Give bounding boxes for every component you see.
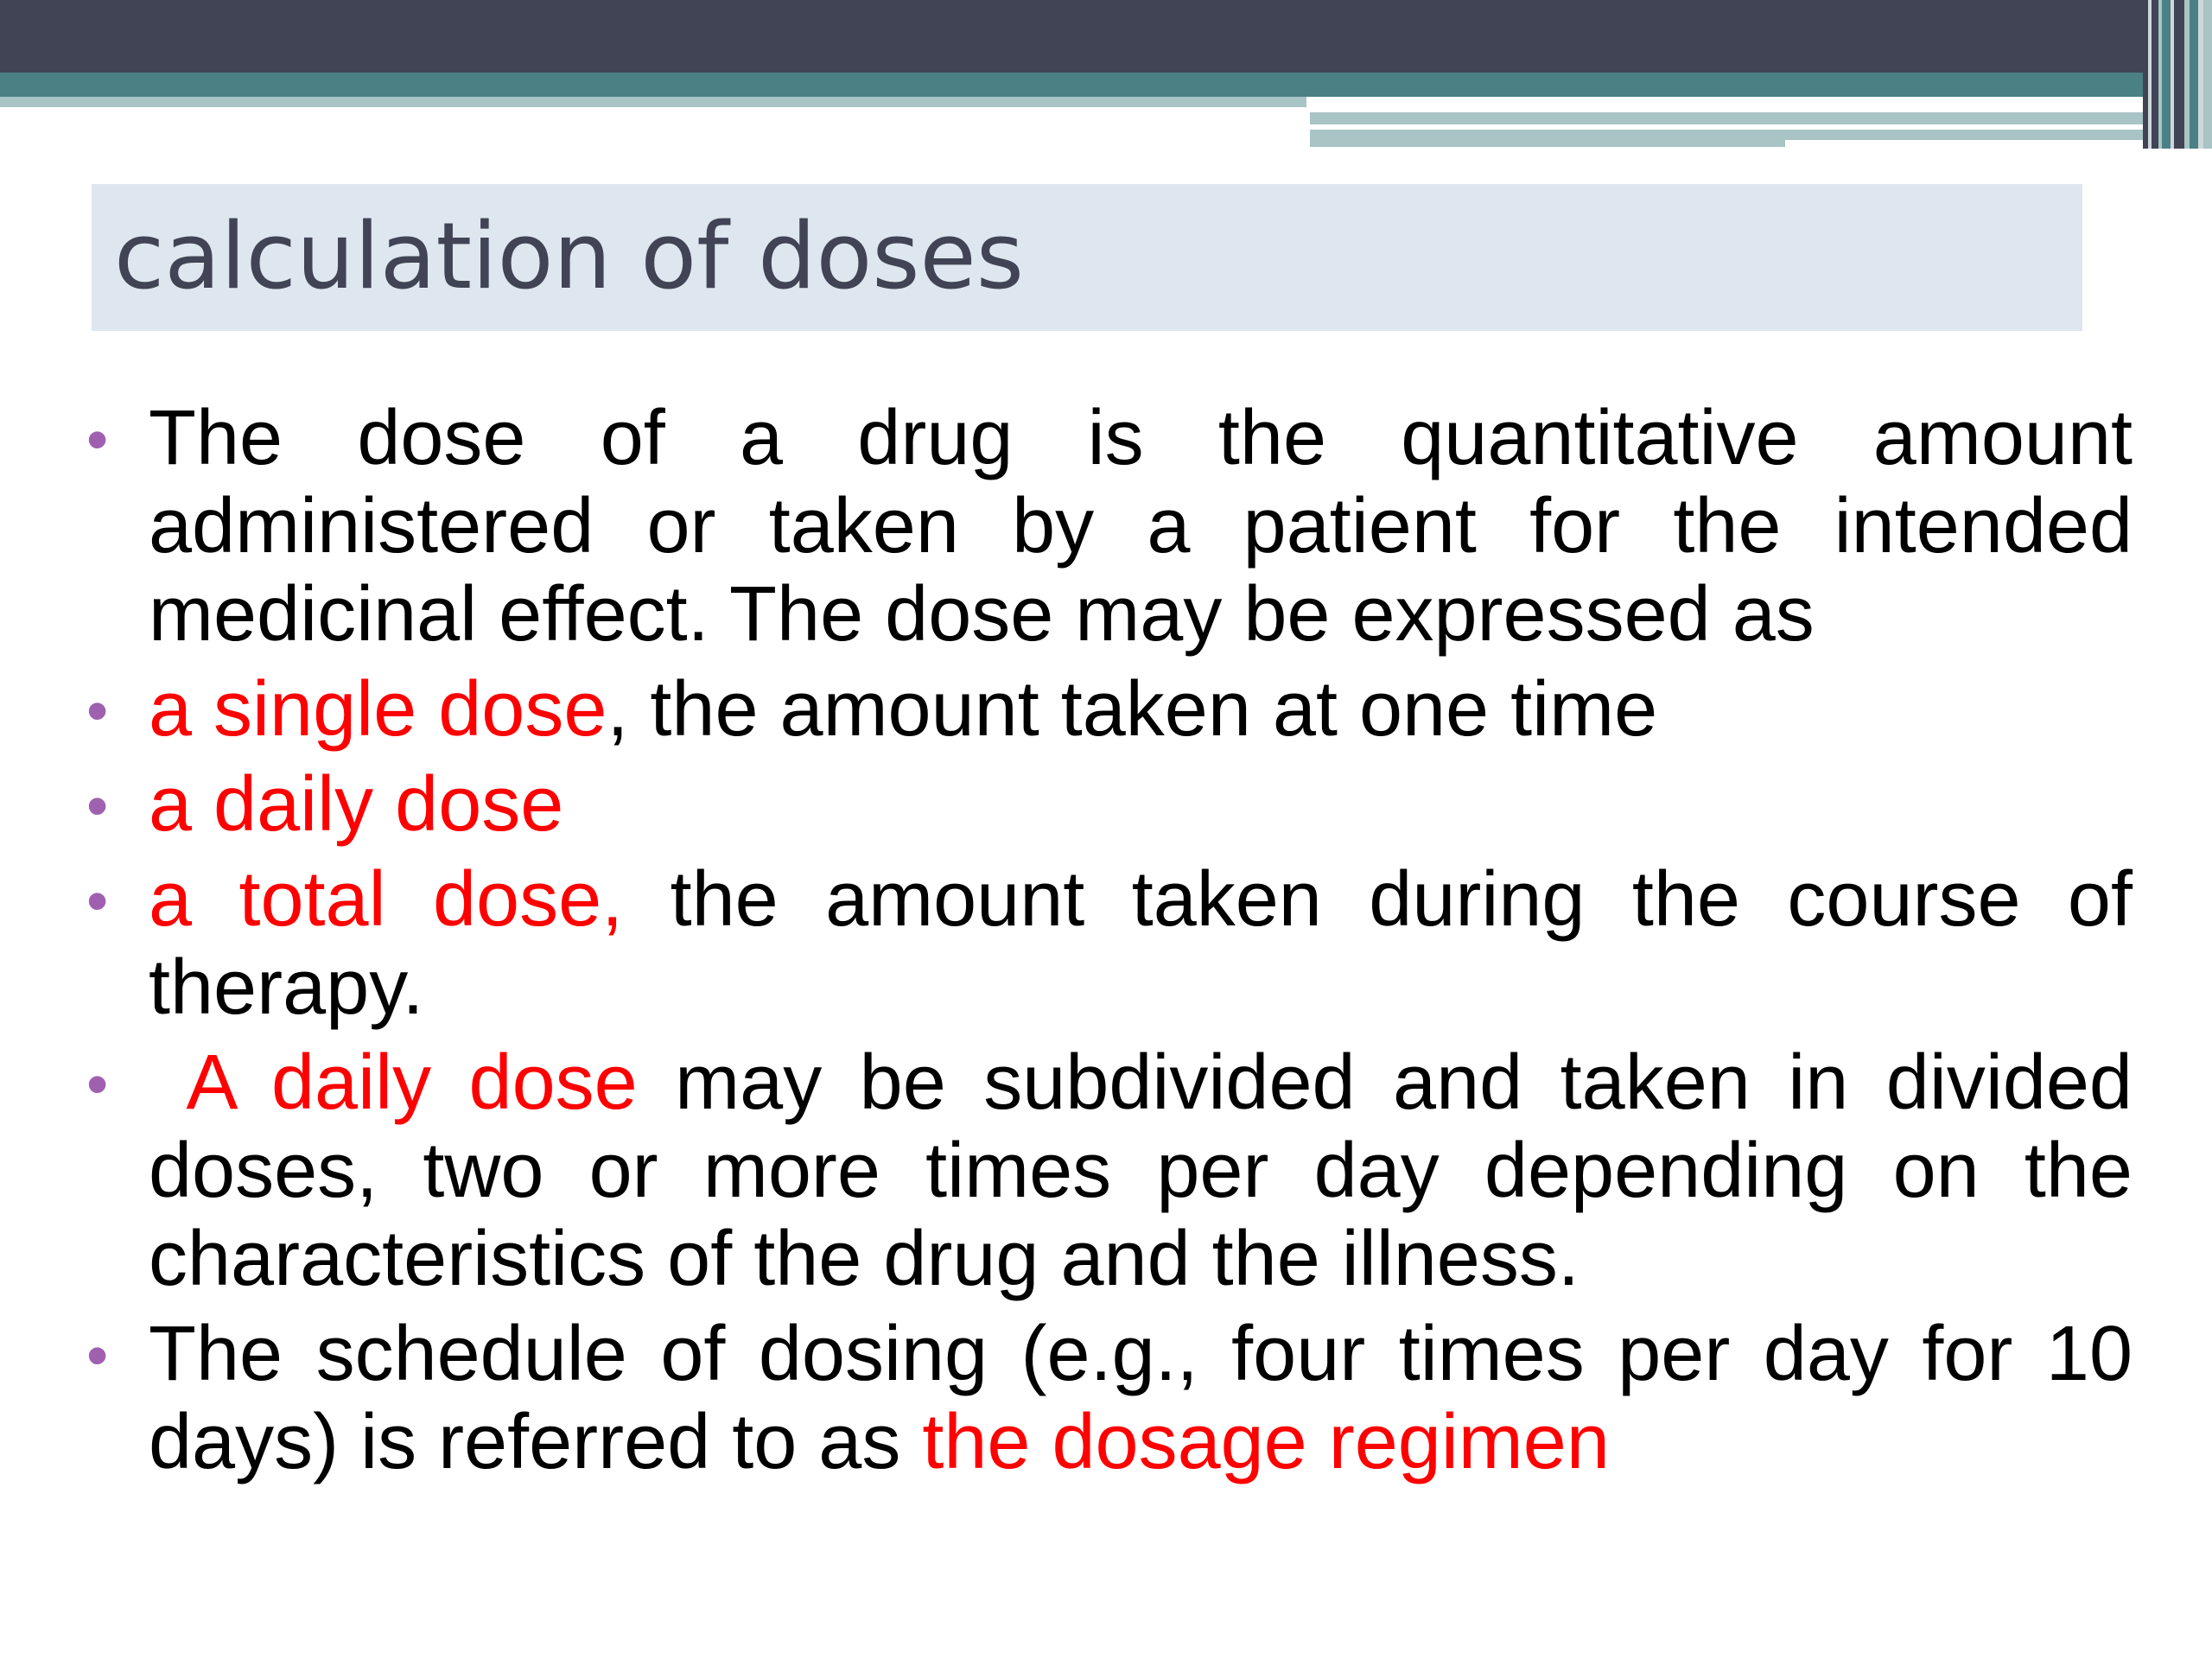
bullet-text: The dose of a drug is the quantitative amount administered or taken by a patient for the intended medicinal effect. The dose may be expressed as	[149, 395, 2133, 658]
bullet-highlight: A daily dose	[186, 1039, 638, 1126]
header-band-dark	[0, 0, 2212, 73]
bullet-list	[149, 394, 2133, 1493]
bullet-item-dose-definition	[149, 394, 2133, 658]
bullet-item-dosage-regimen	[149, 1310, 2133, 1486]
bullet-text: the amount taken during the course of therapy.	[149, 856, 2133, 1031]
header-band-teal	[0, 73, 2212, 97]
bullet-item-single-dose	[149, 665, 2133, 753]
bullet-item-total-dose	[149, 855, 2133, 1032]
bullet-highlight: a total dose,	[149, 856, 624, 943]
bullet-highlight: a single dose	[149, 666, 607, 753]
slide-title: calculation of doses	[114, 203, 1024, 309]
bullet-text: may be subdivided and taken in divided doses, two or more times per day depending on the characteristics of the drug and the illness.	[149, 1039, 2133, 1302]
bullet-item-daily-dose	[149, 760, 2133, 849]
header-band-pale-right-tail	[1785, 130, 2174, 140]
bullet-text: , the amount taken at one time	[607, 666, 1658, 753]
header-stripes	[2143, 0, 2212, 149]
title-box	[92, 184, 2082, 331]
header-band-pale-right-lower	[1310, 130, 1785, 147]
bullet-highlight: the dosage regimen	[922, 1399, 1610, 1485]
bullet-highlight: a daily dose	[149, 761, 564, 848]
header-band-pale	[0, 97, 1306, 107]
bullet-text: The schedule of dosing (e.g., four times per day for 10 days) is referred to as	[149, 1311, 2133, 1485]
header-band-pale-right	[1310, 112, 2174, 124]
bullet-item-divided-doses	[149, 1039, 2133, 1303]
